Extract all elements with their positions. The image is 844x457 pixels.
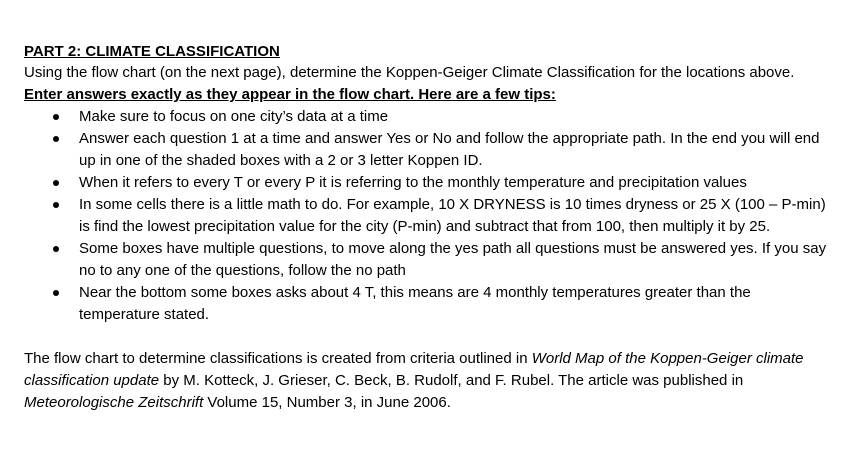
- tip-text: Near the bottom some boxes asks about 4 T, this means are 4 monthly temperatures greater than the temperature stated.: [79, 284, 751, 323]
- tips-list: [24, 106, 832, 326]
- tip-text: Make sure to focus on one city’s data at a time: [79, 108, 389, 125]
- intro-paragraph: [24, 62, 832, 106]
- citation-text: by M. Kotteck, J. Grieser, C. Beck, B. Rudolf, and F. Rubel. The article was published in: [159, 372, 744, 389]
- bullet-icon: [53, 246, 59, 252]
- bullet-icon: [53, 136, 59, 142]
- citation-paragraph: [24, 348, 832, 414]
- tip-item: [24, 282, 832, 326]
- bullet-icon: [53, 202, 59, 208]
- bullet-icon: [53, 114, 59, 120]
- citation-text: Volume 15, Number 3, in June 2006.: [203, 394, 451, 411]
- paragraph-spacer: [24, 326, 832, 348]
- intro-text: Using the flow chart (on the next page), determine the Koppen-Geiger Climate Classification for the locations above.: [24, 64, 795, 81]
- article-title: World Map of the Koppen-Geiger climate classification update: [24, 350, 804, 389]
- citation-text: The flow chart to determine classifications is created from criteria outlined in: [24, 350, 532, 367]
- journal-title: Meteorologische Zeitschrift: [24, 394, 204, 411]
- tip-item: [24, 128, 832, 172]
- tip-item: [24, 238, 832, 282]
- section-heading: PART 2: CLIMATE CLASSIFICATION: [24, 43, 280, 60]
- tip-item: [24, 106, 832, 128]
- intro-emphasis: Enter answers exactly as they appear in the flow chart. Here are a few tips:: [24, 86, 556, 103]
- tip-item: [24, 194, 832, 238]
- tip-text: In some cells there is a little math to do. For example, 10 X DRYNESS is 10 times dryness or 25 X (100 – P-min) is find the lowest precipitation value for the city (P-min) and subtract that from 100, then multiply it by 25.: [79, 196, 826, 235]
- tip-text: Some boxes have multiple questions, to move along the yes path all questions must be answered yes. If you say no to any one of the questions, follow the no path: [79, 240, 827, 279]
- bullet-icon: [53, 180, 59, 186]
- tip-item: [24, 172, 832, 194]
- tip-text: Answer each question 1 at a time and answer Yes or No and follow the appropriate path. In the end you will end up in one of the shaded boxes with a 2 or 3 letter Koppen ID.: [79, 130, 820, 169]
- document-page: [24, 41, 832, 414]
- bullet-icon: [53, 290, 59, 296]
- tip-text: When it refers to every T or every P it is referring to the monthly temperature and precipitation values: [79, 174, 747, 191]
